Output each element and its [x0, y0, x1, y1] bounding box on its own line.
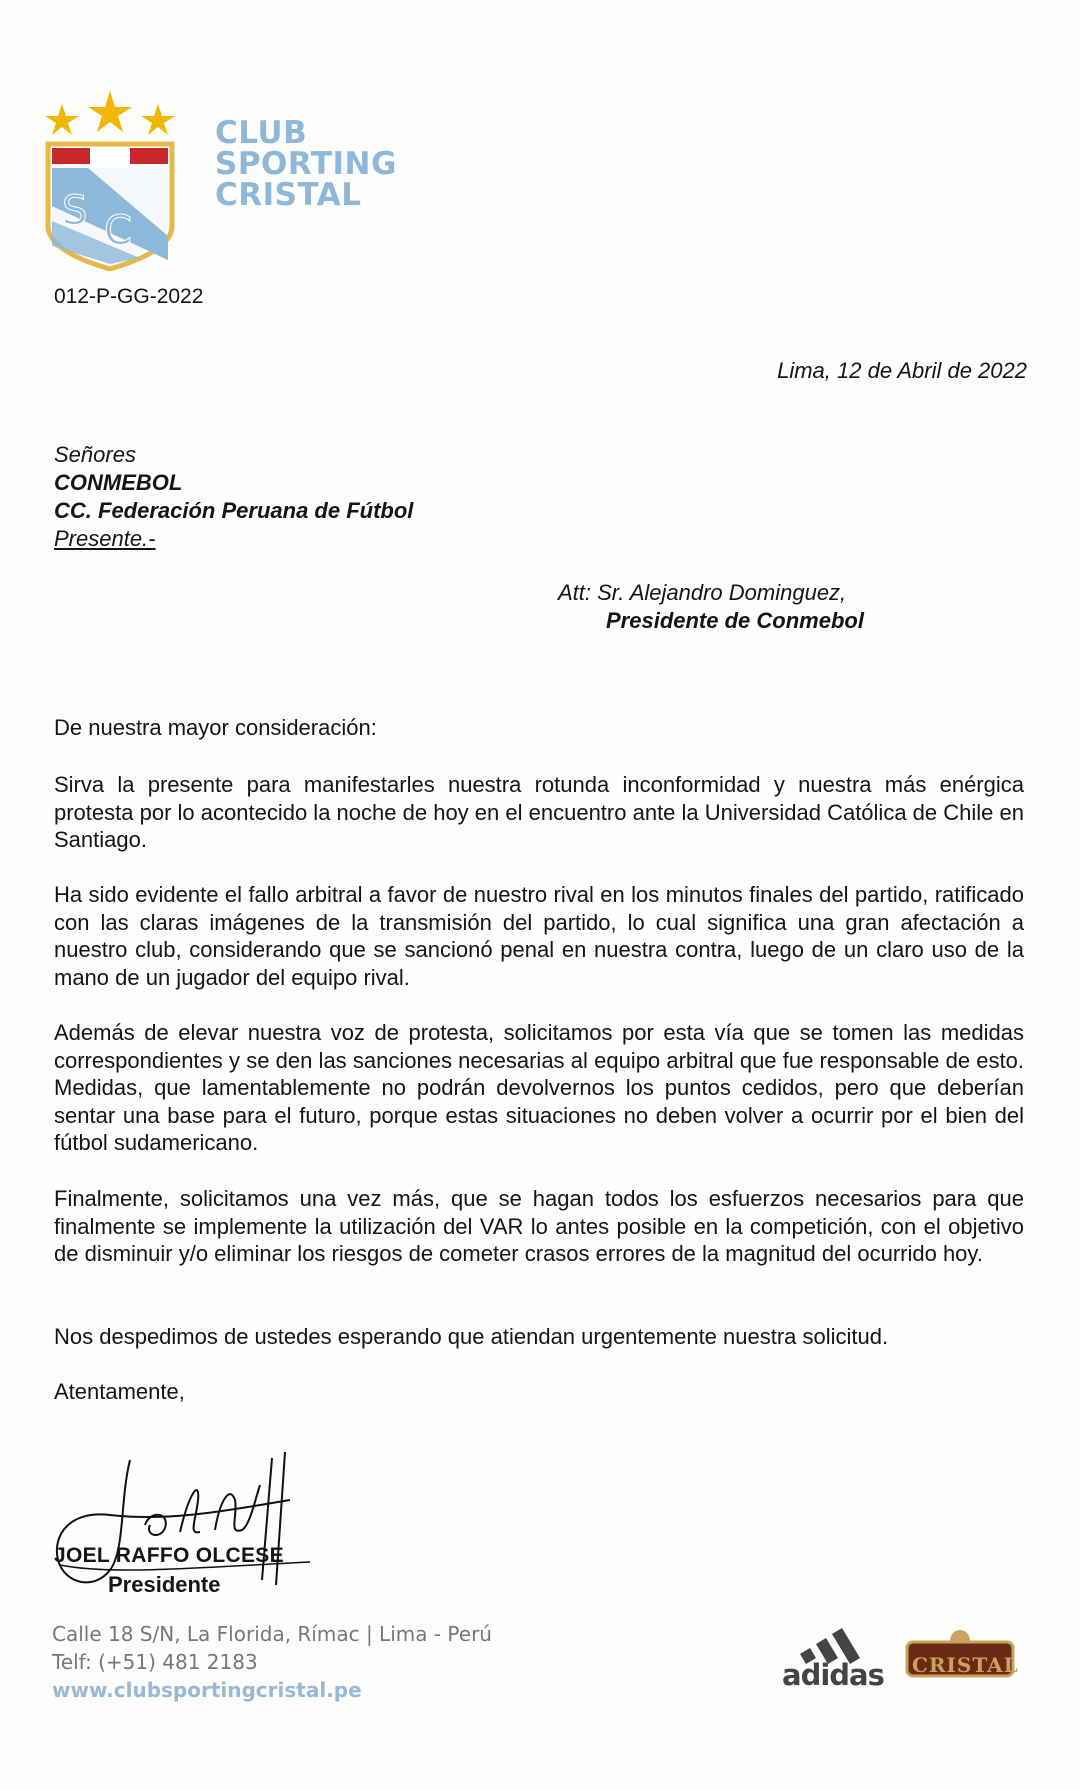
footer-contact [52, 1620, 492, 1704]
recipient-cc: CC. Federación Peruana de Fútbol [54, 498, 414, 523]
footer-phone: Telf: (+51) 481 2183 [52, 1650, 258, 1674]
cristal-wordmark: CRISTAL [912, 1653, 1019, 1677]
paragraph: Finalmente, solicitamos una vez más, que se hagan todos los esfuerzos necesarios para que finalmente se implemente la utilización del VAR lo antes posible en la competición, con el objetivo de disminuir y/o eliminar los riesgos de cometer crasos errores de la magnitud del ocurrido hoy. [54, 1186, 1024, 1266]
attention-block [558, 579, 864, 635]
attention-role: Presidente de Conmebol [606, 608, 864, 633]
club-shield-logo [40, 46, 180, 271]
club-name-line2: SPORTING [215, 146, 397, 182]
recipient-organization: CONMEBOL [54, 470, 183, 495]
reference-number: 012-P-GG-2022 [54, 285, 204, 308]
star-icon [45, 104, 79, 135]
svg-text:C: C [104, 208, 132, 254]
footer-address: Calle 18 S/N, La Florida, Rímac | Lima - Perú [52, 1622, 492, 1646]
svg-text:S: S [62, 188, 88, 234]
star-icon [141, 104, 175, 135]
paragraph: Sirva la presente para manifestarles nuestra rotunda inconformidad y nuestra más enérgica protesta por lo acontecido la noche de hoy en el encuentro ante la Universidad Católica de Chile en Santiago. [54, 772, 1024, 852]
club-name-line3: CRISTAL [215, 177, 362, 213]
adidas-wordmark: adidas [782, 1658, 884, 1692]
greeting: De nuestra mayor consideración: [54, 715, 377, 740]
recipient-block [54, 441, 413, 553]
closing: Atentamente, [54, 1379, 185, 1404]
presente: Presente.- [54, 526, 156, 551]
salutation: Señores [54, 442, 136, 467]
star-icon [88, 91, 132, 132]
paragraph: Además de elevar nuestra voz de protesta, solicitamos por esta vía que se tomen las medidas correspondientes y se den las sanciones necesarias al equipo arbitral que fue responsable de esto. Medidas, que lamentablemente no podrán devolvernos los puntos cedidos, pero que deberían sentar una base para el futuro, porque estas situaciones no deben volver a ocurrir por el bien del fútbol sudamericano. [54, 1020, 1024, 1155]
signer-role: Presidente [108, 1572, 221, 1597]
letter-date: Lima, 12 de Abril de 2022 [777, 358, 1027, 383]
signer-name: JOEL RAFFO OLCESE [54, 1544, 284, 1567]
paragraph: Ha sido evidente el fallo arbitral a favor de nuestro rival en los minutos finales del partido, ratificado con las claras imágenes de la transmisión del partido, lo cual significa una gran afectación a nuestro club, considerando que se sancionó penal en nuestra contra, luego de un claro uso de la mano de un jugador del equipo rival. [54, 882, 1024, 990]
attention-line: Att: Sr. Alejandro Dominguez, [558, 580, 847, 605]
footer-website: www.clubsportingcristal.pe [52, 1678, 362, 1702]
club-name [215, 115, 397, 213]
paragraph: Nos despedimos de ustedes esperando que atiendan urgentemente nuestra solicitud. [54, 1324, 889, 1349]
club-name-line1: CLUB [215, 115, 308, 151]
